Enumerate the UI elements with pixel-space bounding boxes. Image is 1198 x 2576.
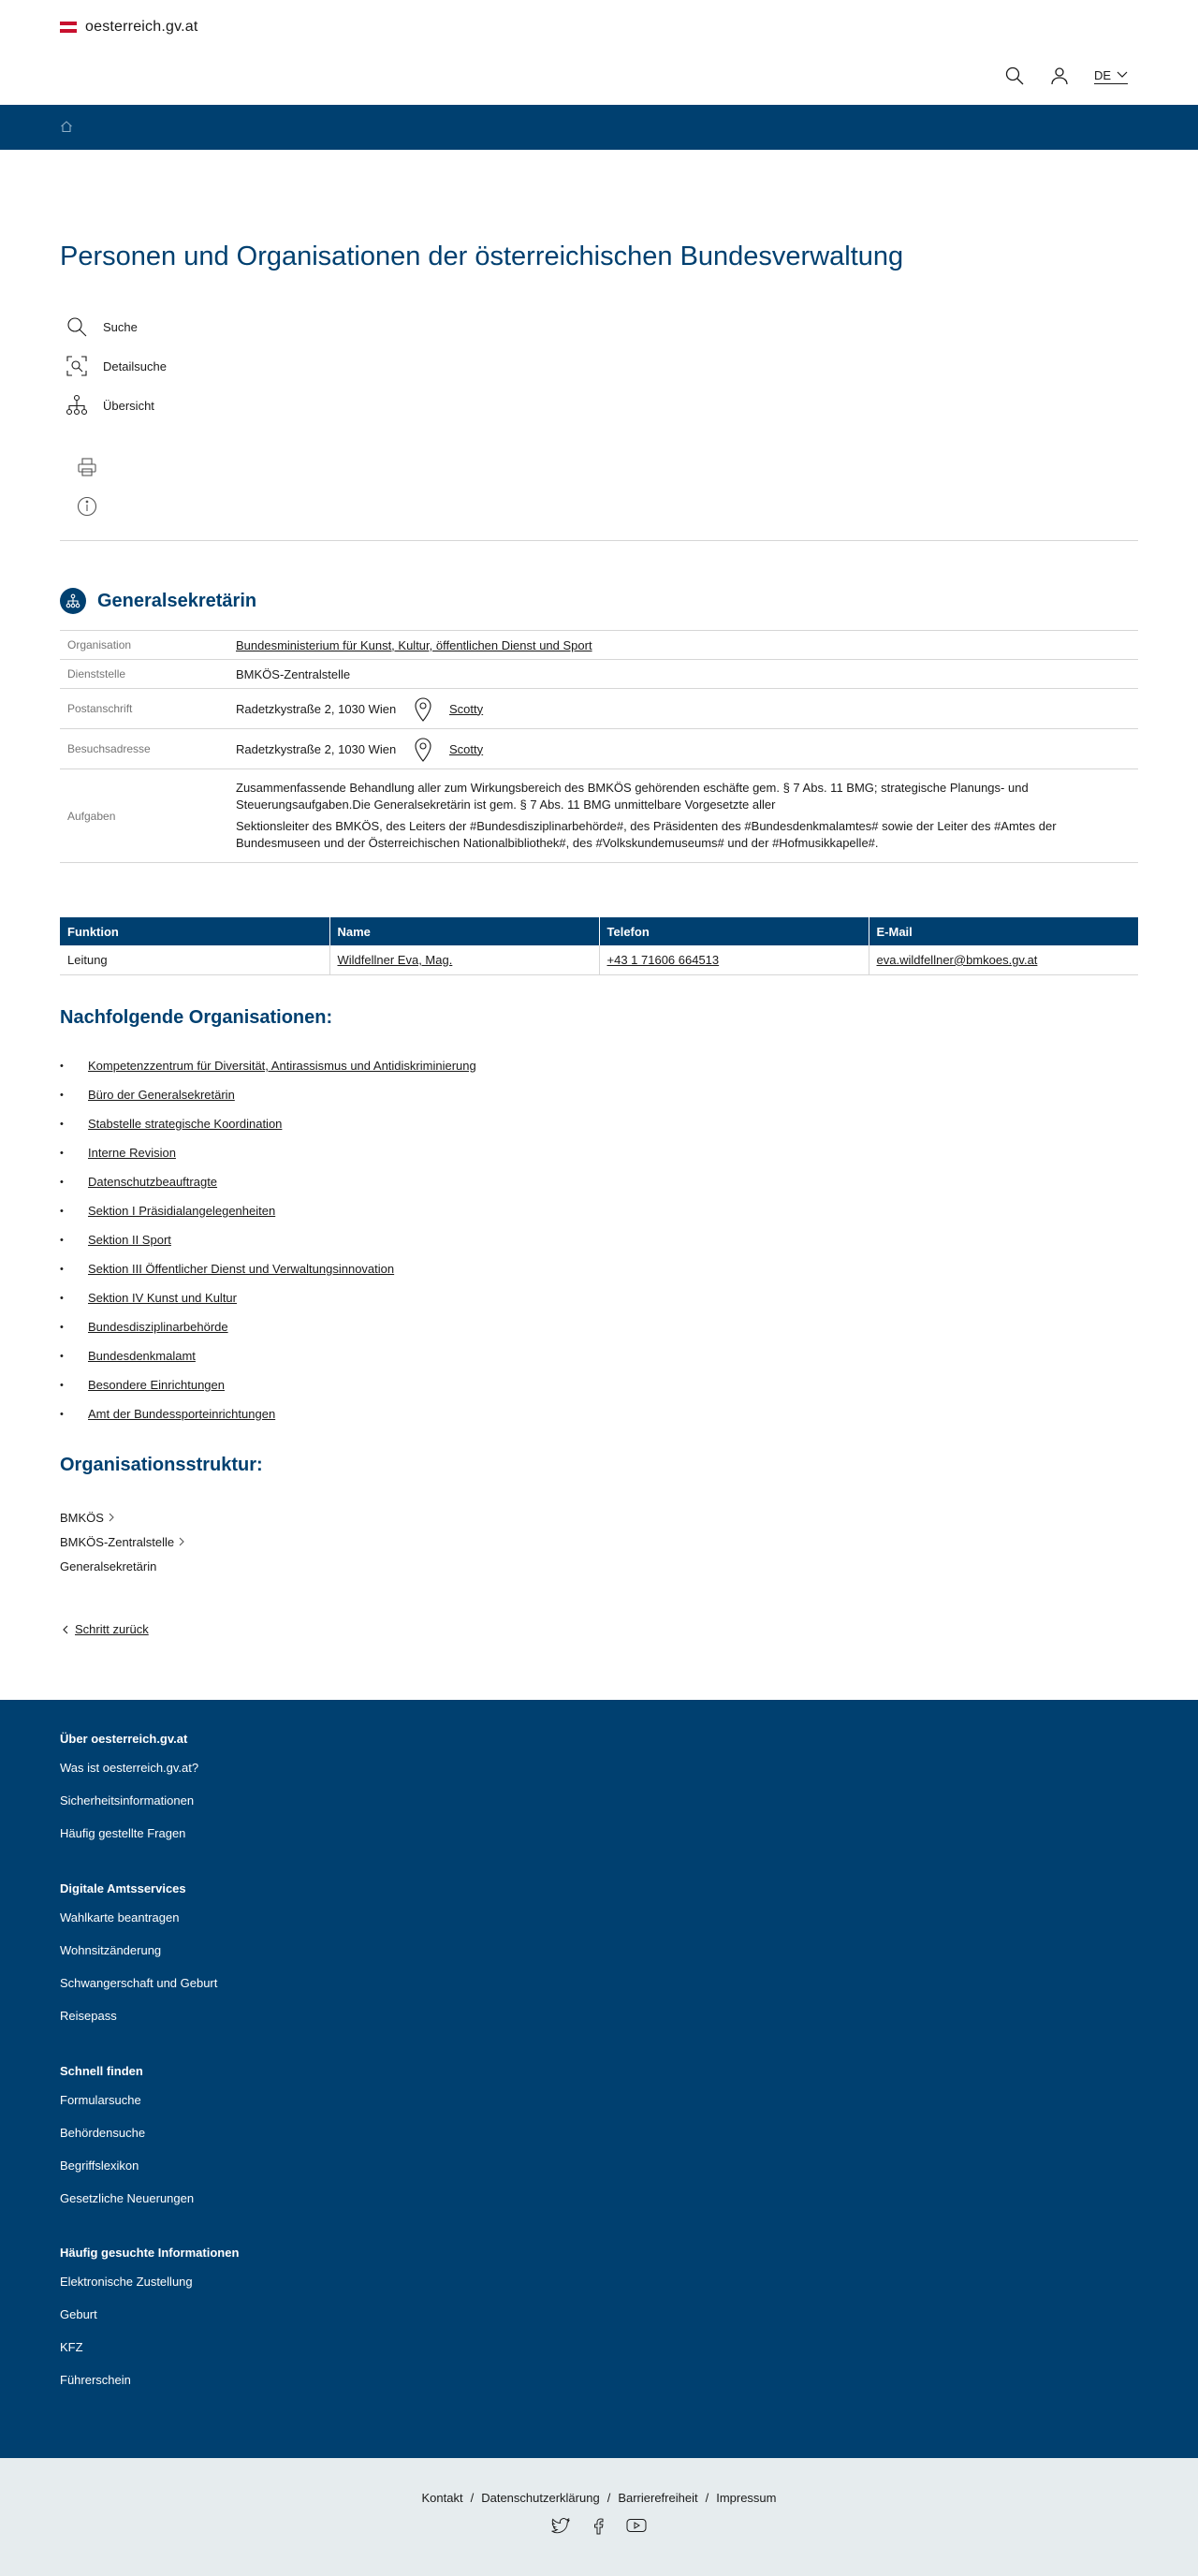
list-item xyxy=(60,1312,476,1341)
successor-link[interactable]: • Besondere Einrichtungen xyxy=(88,1378,225,1392)
info-label: Organisation xyxy=(60,631,228,660)
footer-link[interactable]: Behördensuche xyxy=(60,2126,146,2140)
youtube-icon[interactable] xyxy=(626,2518,647,2533)
contact-function: Leitung xyxy=(60,945,329,974)
list-item xyxy=(60,1167,476,1196)
structure-heading: Organisationsstruktur: xyxy=(60,1455,263,1475)
info-row-postanschrift xyxy=(60,689,1138,729)
tool-detail-search[interactable] xyxy=(66,346,167,386)
print-icon[interactable] xyxy=(77,457,97,477)
footer-link[interactable]: Schwangerschaft und Geburt xyxy=(60,1976,218,1990)
structure-link[interactable]: BMKÖS-Zentralstelle xyxy=(60,1534,175,1549)
structure-level xyxy=(60,1530,185,1554)
address-text: Radetzkystraße 2, 1030 Wien xyxy=(236,741,397,756)
contact-phone-link[interactable]: +43 1 71606 664513 xyxy=(606,952,720,967)
site-logo[interactable] xyxy=(60,19,198,36)
contact-table xyxy=(60,917,1138,975)
footer-section xyxy=(60,2239,239,2396)
info-label: Aufgaben xyxy=(60,769,228,863)
back-link[interactable] xyxy=(62,1622,149,1636)
chevron-left-icon xyxy=(62,1625,69,1634)
footer-link[interactable]: Wohnsitzänderung xyxy=(60,1943,162,1957)
contact-name-cell xyxy=(329,945,599,974)
footer-link[interactable]: Geburt xyxy=(60,2307,97,2321)
list-item xyxy=(60,1254,476,1283)
successor-link[interactable]: • Sektion II Sport xyxy=(88,1233,171,1247)
footer-link[interactable]: Häufig gestellte Fragen xyxy=(60,1826,186,1840)
info-value xyxy=(228,729,1138,769)
tool-search-label: Suche xyxy=(103,319,138,334)
footer-section-title: Über oesterreich.gv.at xyxy=(60,1731,188,1746)
structure-level-current xyxy=(60,1554,185,1578)
footer-link[interactable]: Gesetzliche Neuerungen xyxy=(60,2191,195,2205)
chevron-down-icon xyxy=(1117,71,1128,79)
column-header: Telefon xyxy=(599,917,869,945)
unit-info-table xyxy=(60,630,1138,863)
successor-list xyxy=(60,1051,476,1428)
separator: / xyxy=(470,2491,475,2505)
search-icon[interactable] xyxy=(1004,66,1025,86)
list-item xyxy=(60,1080,476,1109)
structure-link[interactable]: BMKÖS xyxy=(60,1510,104,1525)
successor-link[interactable]: • Datenschutzbeauftragte xyxy=(88,1175,218,1189)
search-tools xyxy=(66,307,167,425)
footer-link[interactable]: KFZ xyxy=(60,2340,83,2354)
list-item xyxy=(60,1283,476,1312)
info-row-aufgaben xyxy=(60,769,1138,863)
successor-link[interactable]: • Interne Revision xyxy=(88,1146,176,1160)
footer-section xyxy=(60,1875,217,2032)
structure-level xyxy=(60,1505,185,1530)
list-item xyxy=(60,1109,476,1138)
info-label: Besuchsadresse xyxy=(60,729,228,769)
list-item xyxy=(60,1399,476,1428)
successor-link[interactable]: • Bundesdenkmalamt xyxy=(88,1349,196,1363)
utility-icons xyxy=(77,457,97,517)
footer-bottom xyxy=(0,2458,1198,2576)
successor-link[interactable]: • Sektion III Öffentlicher Dienst und Verwaltungsinnovation xyxy=(88,1262,395,1276)
footer-link[interactable]: Formularsuche xyxy=(60,2093,141,2107)
info-value xyxy=(228,769,1138,863)
aufgaben-text: Zusammenfassende Behandlung aller zum Wirkungsbereich des BMKÖS gehörenden eschäfte gem. § 7 Abs. 11 BMG; strategische Planungs- und Steuerungsaufgaben.Die Generalsekretärin ist gem. § 7 Abs. 11 BMG unmittelbare Vorgesetzte aller xyxy=(236,781,1029,812)
austria-flag-icon xyxy=(60,22,77,33)
info-value xyxy=(228,631,1138,660)
info-value: BMKÖS-Zentralstelle xyxy=(228,660,1138,689)
successor-heading: Nachfolgende Organisationen: xyxy=(60,1007,333,1028)
chevron-right-icon xyxy=(178,1537,185,1546)
structure-current: Generalsekretärin xyxy=(60,1559,157,1573)
chevron-right-icon xyxy=(108,1513,115,1522)
tool-overview-label: Übersicht xyxy=(103,398,154,413)
info-label: Postanschrift xyxy=(60,689,228,729)
separator: / xyxy=(705,2491,709,2505)
info-value xyxy=(228,689,1138,729)
info-icon[interactable] xyxy=(77,496,97,517)
contact-phone-cell xyxy=(599,945,869,974)
contact-header-row xyxy=(60,917,1138,945)
organisation-icon xyxy=(60,588,86,614)
page-title: Personen und Organisationen der österreichischen Bundesverwaltung xyxy=(60,242,904,271)
main-navbar xyxy=(0,105,1198,150)
scotty-link[interactable]: Scotty xyxy=(449,701,484,716)
map-pin-icon xyxy=(414,736,432,762)
footer-section xyxy=(60,1725,198,1850)
successor-link[interactable]: • Büro der Generalsekretärin xyxy=(88,1088,235,1102)
site-name: oesterreich.gv.at xyxy=(85,19,198,35)
organisation-link[interactable]: Bundesministerium für Kunst, Kultur, öffentlichen Dienst und Sport xyxy=(236,637,592,652)
footer-link[interactable]: Reisepass xyxy=(60,2009,117,2023)
contact-email-cell xyxy=(869,945,1138,974)
tool-detail-search-label: Detailsuche xyxy=(103,359,167,373)
twitter-icon[interactable] xyxy=(551,2518,570,2535)
detail-search-icon xyxy=(66,355,88,377)
footer-link[interactable]: Sicherheitsinformationen xyxy=(60,1793,195,1808)
footer-bottom-link[interactable]: Datenschutzerklärung xyxy=(481,2491,600,2505)
contact-email-link[interactable]: eva.wildfellner@bmkoes.gv.at xyxy=(876,952,1038,967)
successor-link[interactable]: • Kompetenzzentrum für Diversität, Antirassismus und Antidiskriminierung xyxy=(88,1059,476,1073)
footer-bottom-link[interactable]: Impressum xyxy=(716,2491,777,2505)
list-item xyxy=(60,1138,476,1167)
footer-section-title: Digitale Amtsservices xyxy=(60,1881,186,1895)
home-icon[interactable] xyxy=(60,120,73,133)
map-pin-icon xyxy=(414,695,432,722)
footer-link[interactable]: Begriffslexikon xyxy=(60,2159,139,2173)
list-item xyxy=(60,1051,476,1080)
address-text: Radetzkystraße 2, 1030 Wien xyxy=(236,701,397,716)
successor-link[interactable]: • Sektion IV Kunst und Kultur xyxy=(88,1291,237,1305)
hierarchy-icon xyxy=(66,394,88,417)
successor-link[interactable]: • Amt der Bundessporteinrichtungen xyxy=(88,1407,276,1421)
info-row-dienststelle xyxy=(60,660,1138,689)
unit-heading xyxy=(60,588,256,614)
info-row-organisation xyxy=(60,631,1138,660)
aufgaben-text: Sektionsleiter des BMKÖS, des Leiters der #Bundesdisziplinarbehörde#, des Präsidenten des #Bundesdenkmalamtes# sowie der Leiter des #Amtes der Bundesmuseen und der Österreichischen Nationalbibliothek#, des #Volkskundemuseums# und der #Hofmusikkapelle#. xyxy=(236,819,1057,850)
structure-breadcrumb xyxy=(60,1505,185,1578)
list-item xyxy=(60,1225,476,1254)
info-label: Dienststelle xyxy=(60,660,228,689)
footer-section-title: Schnell finden xyxy=(60,2063,143,2078)
successor-link[interactable]: • Sektion I Präsidialangelegenheiten xyxy=(88,1204,276,1218)
list-item xyxy=(60,1341,476,1370)
divider xyxy=(60,540,1138,541)
footer-link[interactable]: Führerschein xyxy=(60,2373,131,2387)
column-header: Name xyxy=(329,917,599,945)
footer-link[interactable]: Wahlkarte beantragen xyxy=(60,1910,180,1925)
column-header: Funktion xyxy=(60,917,329,945)
tool-search[interactable] xyxy=(66,307,167,346)
language-selector[interactable] xyxy=(1094,68,1128,84)
successor-link[interactable]: • Stabstelle strategische Koordination xyxy=(88,1117,283,1131)
list-item xyxy=(60,1370,476,1399)
footer-link[interactable]: Was ist oesterreich.gv.at? xyxy=(60,1761,199,1775)
separator: / xyxy=(606,2491,611,2505)
footer-section xyxy=(60,2057,194,2215)
successor-link[interactable]: • Bundesdisziplinarbehörde xyxy=(88,1320,228,1334)
footer-bottom-link[interactable]: Barrierefreiheit xyxy=(618,2491,698,2505)
tool-overview[interactable] xyxy=(66,386,167,425)
footer-bottom-link[interactable]: Kontakt xyxy=(421,2491,463,2505)
column-header: E-Mail xyxy=(869,917,1138,945)
social-links xyxy=(0,2518,1198,2535)
language-label: DE xyxy=(1093,67,1111,82)
user-icon[interactable] xyxy=(1049,66,1070,86)
list-item xyxy=(60,1196,476,1225)
search-icon xyxy=(66,315,88,338)
info-row-besuchsadresse xyxy=(60,729,1138,769)
back-link-label[interactable]: Schritt zurück xyxy=(75,1622,149,1636)
header-actions xyxy=(1004,66,1128,86)
unit-title: Generalsekretärin xyxy=(97,590,257,611)
footer-bottom-links xyxy=(0,2491,1198,2505)
table-row xyxy=(60,945,1138,974)
footer-section-title: Häufig gesuchte Informationen xyxy=(60,2245,240,2260)
facebook-icon[interactable] xyxy=(592,2518,604,2535)
footer-link[interactable]: Elektronische Zustellung xyxy=(60,2275,193,2289)
scotty-link[interactable]: Scotty xyxy=(449,741,484,756)
contact-name-link[interactable]: Wildfellner Eva, Mag. xyxy=(337,952,453,967)
